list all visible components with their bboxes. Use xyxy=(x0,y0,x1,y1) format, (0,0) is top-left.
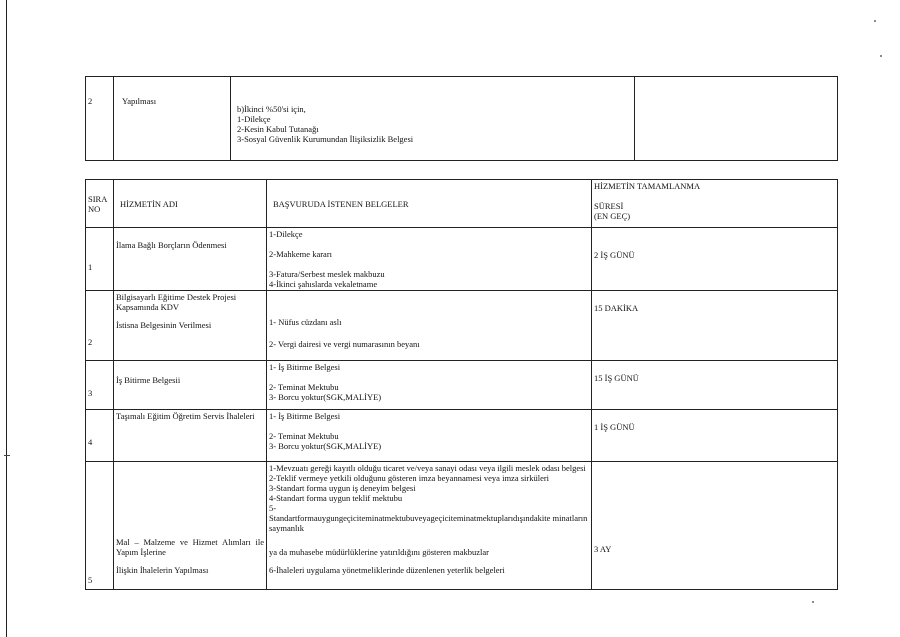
document-item: 2-Mahkeme kararı xyxy=(269,249,333,259)
document-item: 3- Borcu yoktur(SGK,MALİYE) xyxy=(269,441,382,451)
table-row xyxy=(86,291,838,361)
service-name-cell: Taşımalı Eğitim Öğretim Servis İhaleleri xyxy=(114,410,267,462)
document-item: ya da muhasebe müdürlüklerine yatırıldığını gösteren makbuzlar xyxy=(269,547,489,557)
documents-cell xyxy=(267,410,592,462)
document-item: Standartformauygungeçiciteminatmektubuveyageçiciteminatmektuplarıdışındakite minatlarınsaymanlık xyxy=(269,513,588,533)
document-item: b)İkinci %50'si için, xyxy=(237,104,306,114)
sira-cell: 2 xyxy=(86,291,114,361)
header-duration: HİZMETİN TAMAMLANMA SÜRESİ (EN GEÇ) xyxy=(592,180,838,228)
table-row xyxy=(86,410,838,462)
document-item: 2- Teminat Mektubu xyxy=(269,382,339,392)
scan-speck xyxy=(880,55,882,57)
sira-cell: 2 xyxy=(86,77,114,161)
scan-speck xyxy=(812,601,814,603)
service-name-cell: Mal – Malzeme ve Hizmet Alımları ile Yapım İşlerine İlişkin İhalelerin Yapılması xyxy=(114,462,267,590)
document-item: 1- İş Bitirme Belgesi xyxy=(269,362,341,372)
sira-cell: 1 xyxy=(86,228,114,291)
documents-cell xyxy=(267,228,592,291)
document-item: 3-Standart forma uygun iş deneyim belgesi xyxy=(269,483,416,493)
services-table xyxy=(85,179,838,590)
document-item: 2- Teminat Mektubu xyxy=(269,431,339,441)
document-item: 1- İş Bitirme Belgesi xyxy=(269,411,341,421)
scan-speck xyxy=(874,20,876,22)
document-item: 3- Borcu yoktur(SGK,MALİYE) xyxy=(269,392,382,402)
left-margin-line xyxy=(6,0,7,637)
duration-cell xyxy=(635,77,838,161)
sira-cell: 3 xyxy=(86,361,114,410)
document-item: 1-Mevzuatı gereği kayıtlı olduğu ticaret ve/veya sanayi odası veya ilgili meslek odası belgesi xyxy=(269,463,586,473)
document-item: 4-İkinci şahıslarda vekaletname xyxy=(269,279,378,289)
documents-cell xyxy=(231,77,635,161)
document-item: 5- xyxy=(269,503,277,513)
documents-cell xyxy=(267,291,592,361)
header-row xyxy=(86,180,838,228)
document-item: 3-Fatura/Serbest meslek makbuzu xyxy=(269,269,385,279)
document-item: 2-Teklif vermeye yetkili olduğunu gösteren imza beyannamesi veya imza sirküleri xyxy=(269,473,550,483)
duration-cell: 2 İŞ GÜNÜ xyxy=(592,228,838,291)
table-row xyxy=(86,361,838,410)
documents-cell xyxy=(267,361,592,410)
document-item: 1- Nüfus cüzdanı aslı xyxy=(269,317,342,327)
document-item: 6-İhaleleri uygulama yönetmeliklerinde düzenlenen yeterlik belgeleri xyxy=(269,565,505,575)
continuation-table xyxy=(85,76,838,161)
document-item: 3-Sosyal Güvenlik Kurumundan İlişiksizlik Belgesi xyxy=(237,134,414,144)
sira-cell: 5 xyxy=(86,462,114,590)
service-name-cell: İş Bitirme Belgesii xyxy=(114,361,267,410)
header-sira: SIRA NO xyxy=(86,180,114,228)
table-row xyxy=(86,77,838,161)
scan-mark xyxy=(4,455,10,456)
document-item: 1-Dilekçe xyxy=(237,114,271,124)
table-row xyxy=(86,228,838,291)
service-name-cell: Yapılması xyxy=(114,77,231,161)
document-item: 4-Standart forma uygun teklif mektubu xyxy=(269,493,403,503)
duration-cell: 15 DAKİKA xyxy=(592,291,838,361)
service-name-cell: İlama Bağlı Borçların Ödenmesi xyxy=(114,228,267,291)
duration-cell: 15 İŞ GÜNÜ xyxy=(592,361,838,410)
documents-cell xyxy=(267,462,592,590)
service-name-cell: Bilgisayarlı Eğitime Destek Projesi Kapsamında KDV İstisna Belgesinin Verilmesi xyxy=(114,291,267,361)
document-item: 1-Dilekçe xyxy=(269,229,303,239)
header-service-name: HİZMETİN ADI xyxy=(114,180,267,228)
document-item: 2-Kesin Kabul Tutanağı xyxy=(237,124,319,134)
table-row xyxy=(86,462,838,590)
sira-cell: 4 xyxy=(86,410,114,462)
header-documents: BAŞVURUDA İSTENEN BELGELER xyxy=(267,180,592,228)
duration-cell: 3 AY xyxy=(592,462,838,590)
duration-cell: 1 İŞ GÜNÜ xyxy=(592,410,838,462)
document-item: 2- Vergi dairesi ve vergi numarasının beyanı xyxy=(269,339,420,349)
